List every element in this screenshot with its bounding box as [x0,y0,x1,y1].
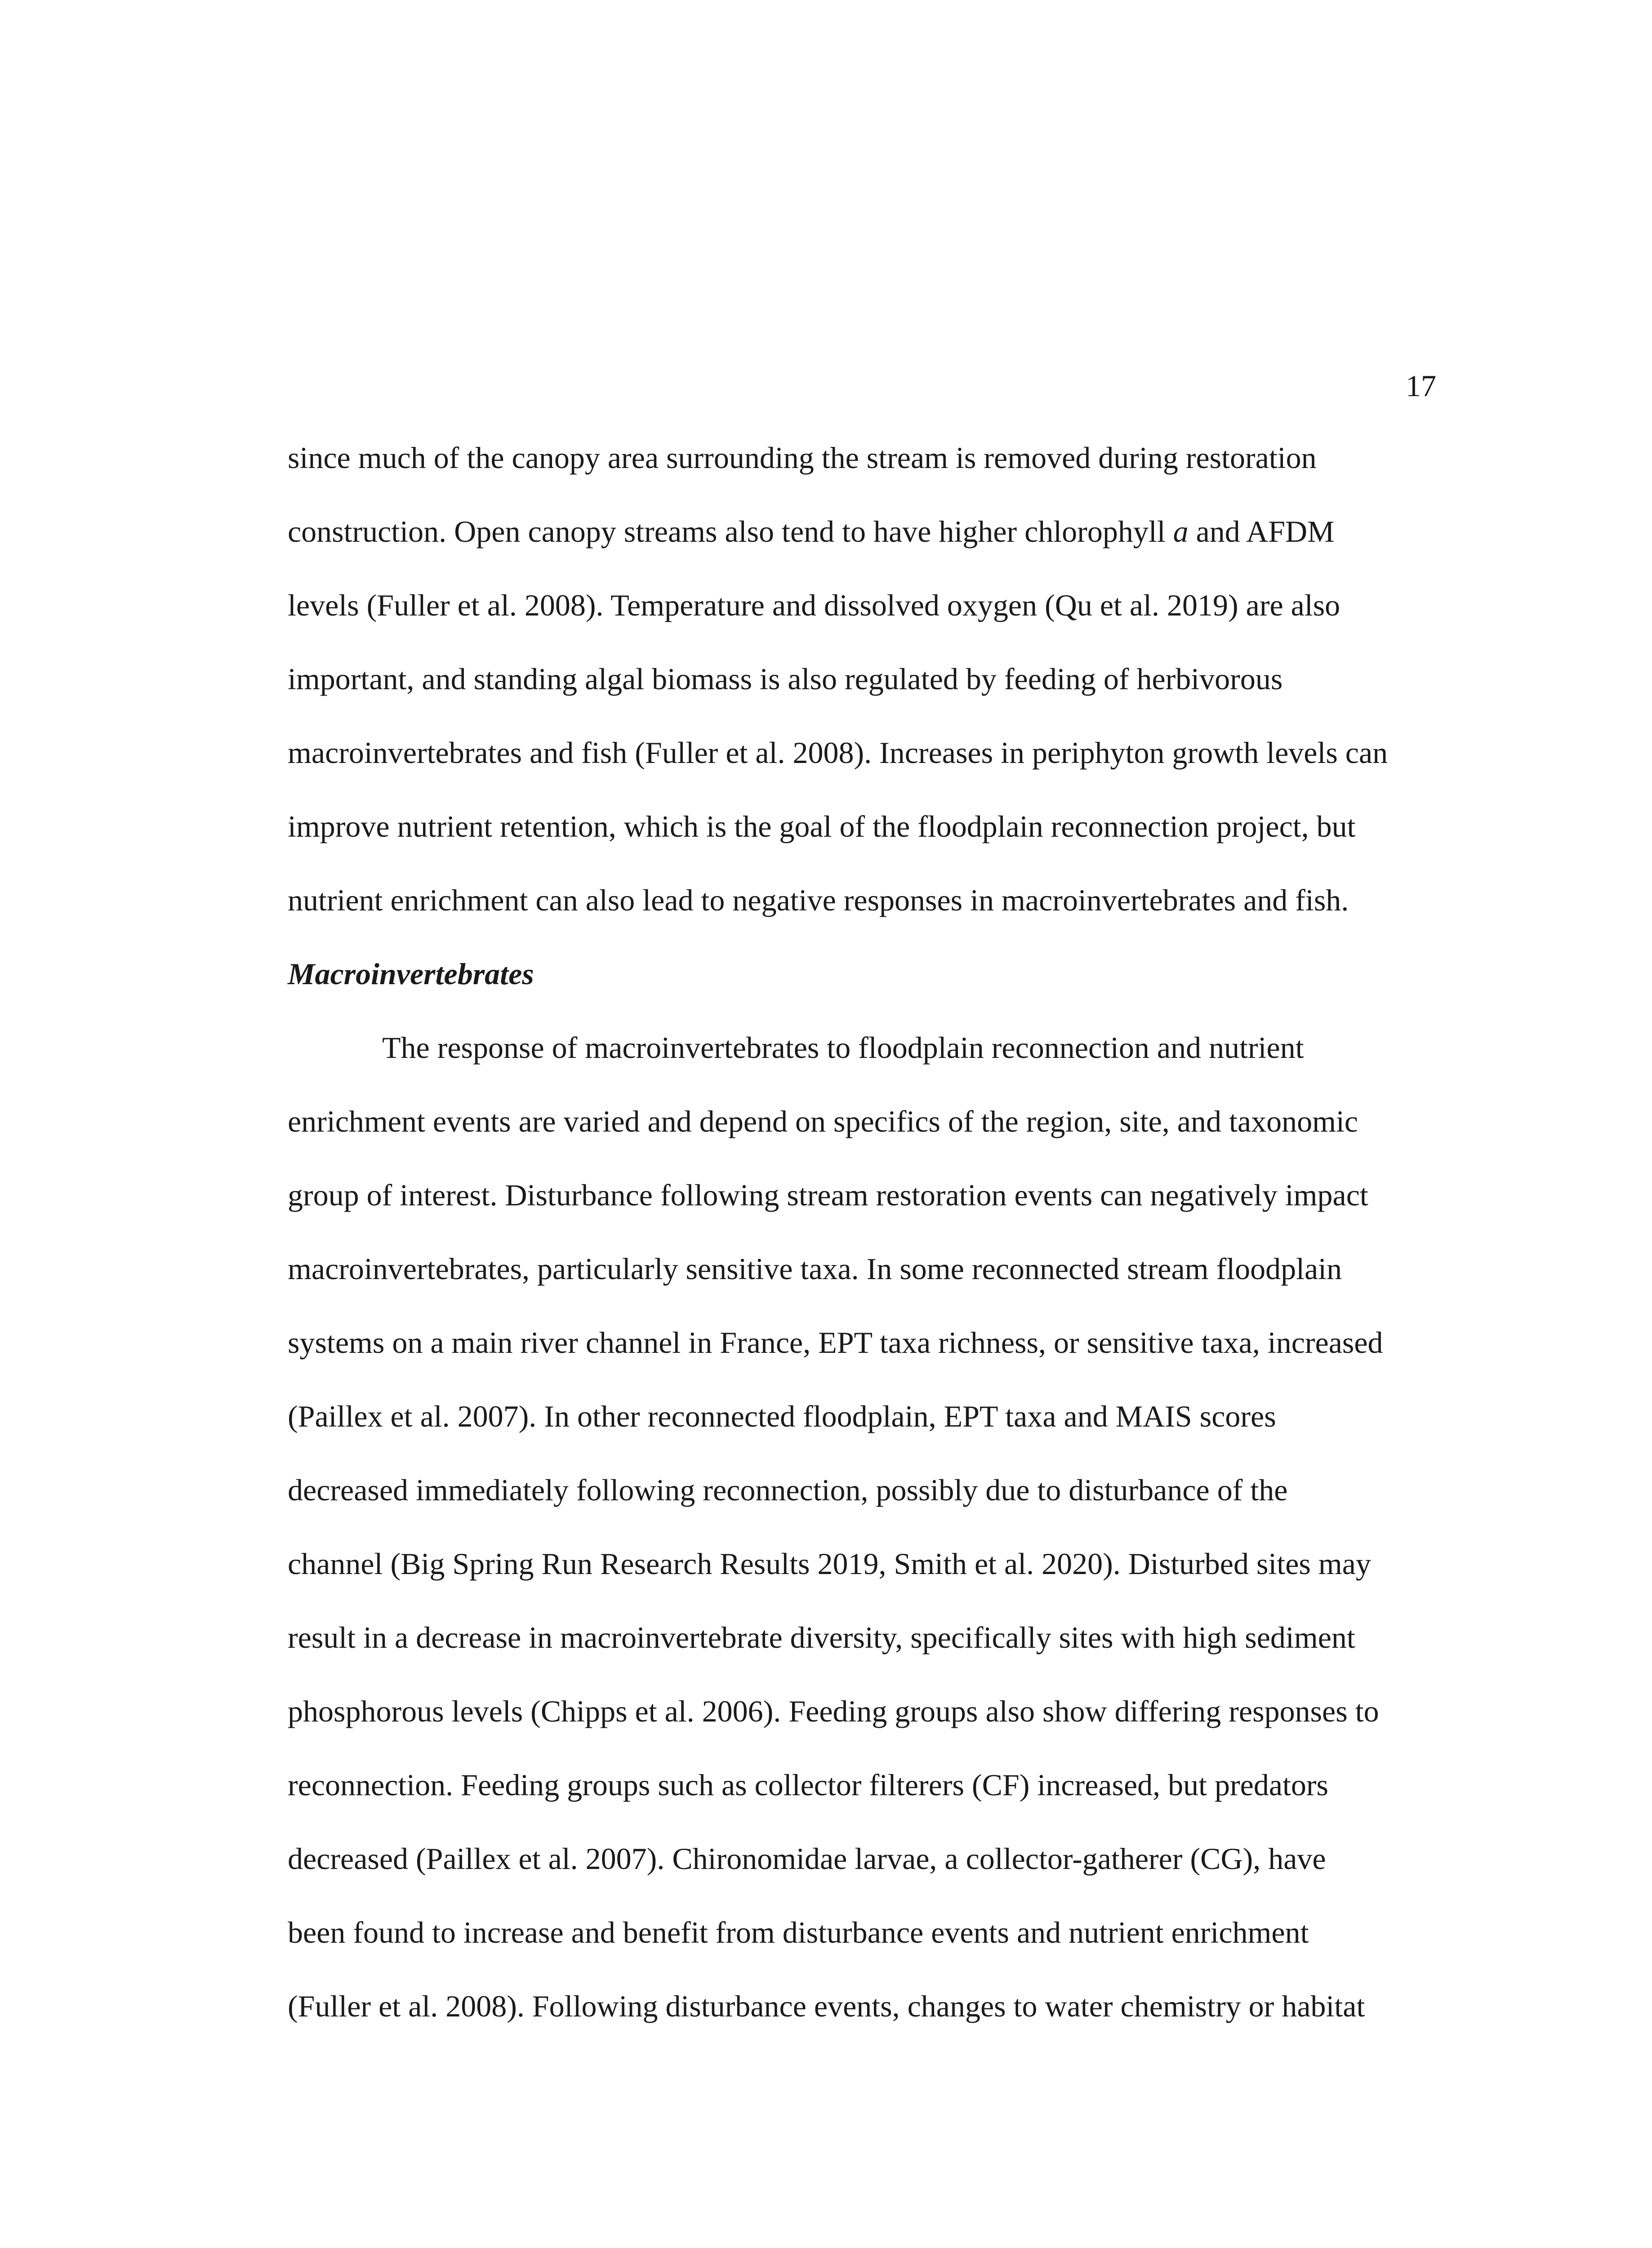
text-line: improve nutrient retention, which is the goal of the floodplain reconnection project, but [288,809,1356,843]
text-line: levels (Fuller et al. 2008). Temperature and dissolved oxygen (Qu et al. 2019) are also [288,588,1340,622]
text-line: (Fuller et al. 2008). Following disturbance events, changes to water chemistry or habitat [288,1989,1365,2023]
text-line: decreased immediately following reconnection, possibly due to disturbance of the [288,1473,1288,1507]
text-line [288,516,1335,547]
text-line: systems on a main river channel in France, EPT taxa richness, or sensitive taxa, increased [288,1325,1383,1360]
text-line: The response of macroinvertebrates to floodplain reconnection and nutrient [382,1030,1304,1065]
text-line: been found to increase and benefit from disturbance events and nutrient enrichment [288,1915,1309,1949]
text-line: phosphorous levels (Chipps et al. 2006). Feeding groups also show differing responses to [288,1694,1379,1728]
text-line: important, and standing algal biomass is also regulated by feeding of herbivorous [288,662,1283,696]
text-line: (Paillex et al. 2007). In other reconnected floodplain, EPT taxa and MAIS scores [288,1399,1276,1433]
section-heading: Macroinvertebrates [288,957,534,991]
italic-symbol: a [1173,514,1189,549]
text-span: and AFDM [1188,514,1335,549]
text-line: macroinvertebrates and fish (Fuller et al. 2008). Increases in periphyton growth levels can [288,736,1388,770]
text-line: group of interest. Disturbance following stream restoration events can negatively impact [288,1178,1368,1212]
text-line: result in a decrease in macroinvertebrate diversity, specifically sites with high sediment [288,1620,1355,1655]
page-number: 17 [1406,369,1436,403]
text-span: construction. Open canopy streams also tend to have higher chlorophyll [288,514,1173,549]
text-line: macroinvertebrates, particularly sensitive taxa. In some reconnected stream floodplain [288,1252,1342,1286]
text-line: channel (Big Spring Run Research Results 2019, Smith et al. 2020). Disturbed sites may [288,1547,1371,1581]
text-line: nutrient enrichment can also lead to negative responses in macroinvertebrates and fish. [288,883,1349,917]
text-line: since much of the canopy area surrounding the stream is removed during restoration [288,441,1317,475]
text-line: decreased (Paillex et al. 2007). Chironomidae larvae, a collector-gatherer (CG), have [288,1842,1326,1876]
text-line: reconnection. Feeding groups such as collector filterers (CF) increased, but predators [288,1768,1329,1802]
text-line: enrichment events are varied and depend on specifics of the region, site, and taxonomic [288,1104,1358,1138]
